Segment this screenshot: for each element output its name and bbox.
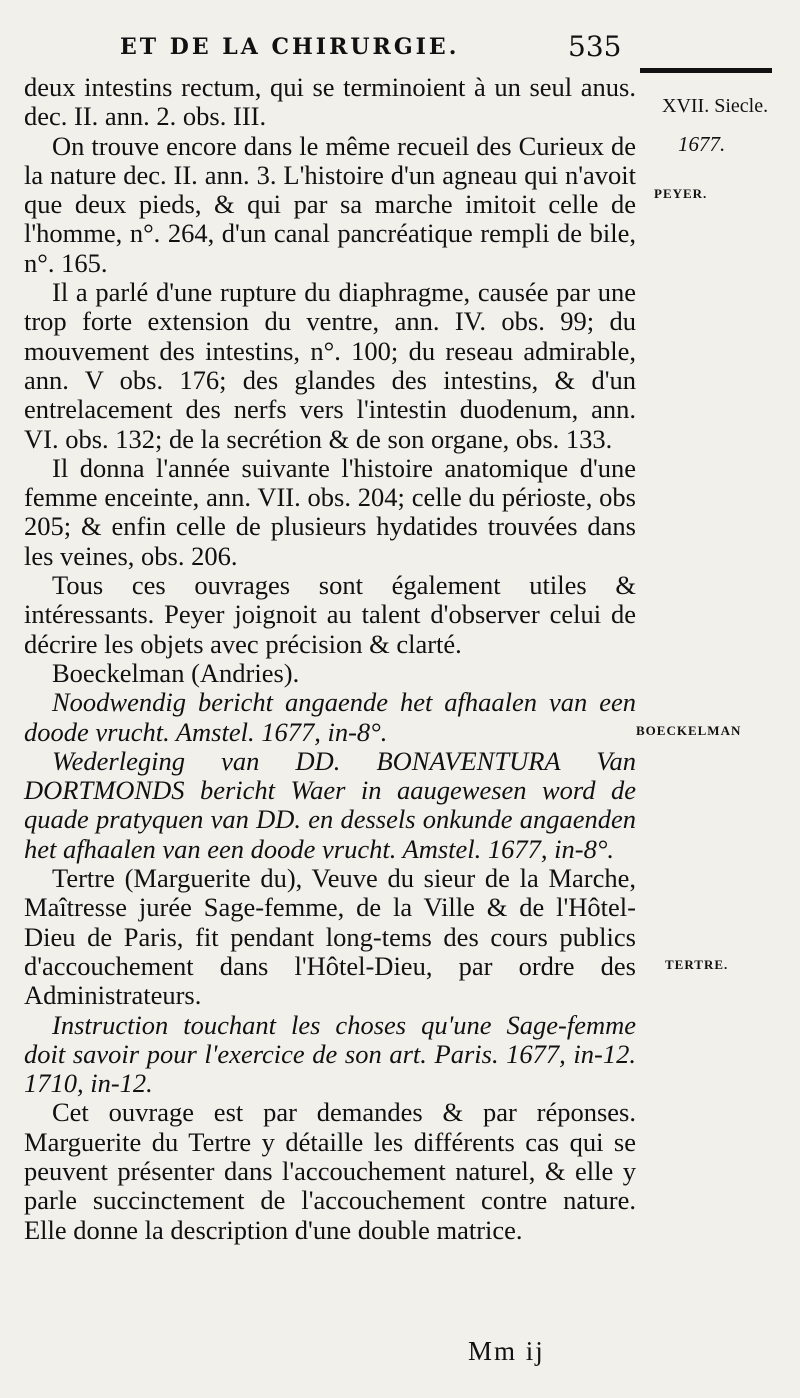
margin-note-boeckelman: BOECKELMAN [636,723,742,738]
paragraph-title: Wederleging van DD. BONAVENTURA Van DORTMONDS bericht Waer in aaugewesen word de quade pratyquen van DD. en dessels onkunde angaenden het afhaalen van een doode vrucht. Amstel. 1677, in-8°. [24,745,636,864]
paragraph: Cet ouvrage est par demandes & par réponses. Marguerite du Tertre y détaille les différents cas qui se peuvent présenter dans l'accouchement naturel, & elle y parle succinctement de l'accouchement contre nature. Elle donne la description d'une double matrice. [24,1097,636,1245]
paragraph-title: Noodwendig bericht angaende het afhaalen van een doode vrucht. Amstel. 1677, in-8°. [24,687,636,747]
margin-note-tertre: TERTRE. [665,957,729,972]
page-number: 535 [568,30,622,63]
paragraph: Tous ces ouvrages sont également utiles & intéressants. Peyer joignoit au talent d'observer celui de décrire les objets avec précision & clarté. [24,570,636,659]
paragraph: Tertre (Marguerite du), Veuve du sieur de la Marche, Maîtresse jurée Sage-femme, de la Ville & de l'Hôtel-Dieu de Paris, fit pendant long-tems des cours publics d'accouchement dans l'Hôtel-Dieu, par ordre des Administrateurs. [24,863,636,1011]
paragraph: Il a parlé d'une rupture du diaphragme, causée par une trop forte extension du ventre, ann. IV. obs. 99; du mouvement des intestins, n°. 100; du reseau admirable, ann. V obs. 176; des glandes des intestins, & d'un entrelacement des nerfs vers l'intestin duodenum, ann. VI. obs. 132; de la secrétion & de son organe, obs. 133. [24,277,636,454]
paragraph: On trouve encore dans le même recueil des Curieux de la nature dec. II. ann. 3. L'histoire d'un agneau qui n'avoit que deux pieds, & qui par sa marche imitoit celle de l'homme, n°. 264, d'un canal pancréatique rempli de bile, n°. 165. [24,130,636,278]
paragraph: deux intestins rectum, qui se terminoient à un seul anus. dec. II. ann. 2. obs. III. [24,72,636,132]
running-title: ET DE LA CHIRURGIE. [120,34,460,60]
body-text [24,73,636,1245]
margin-note-peyer: PEYER. [654,186,708,201]
paragraph-title: Instruction touchant les choses qu'une Sage-femme doit savoir pour l'exercice de son art. Paris. 1677, in-12. 1710, in-12. [24,1009,636,1099]
margin-note-century: XVII. Siecle. [662,95,769,117]
margin-rule [640,68,772,73]
margin-note-year: 1677. [678,132,726,156]
paragraph: Il donna l'année suivante l'histoire anatomique d'une femme enceinte, ann. VII. obs. 204; celle du périoste, obs 205; & enfin celle de plusieurs hydatides trouvées dans les veines, obs. 206. [24,452,636,571]
signature-mark: Mm ij [468,1336,545,1366]
paragraph: Boeckelman (Andries). [52,657,300,688]
